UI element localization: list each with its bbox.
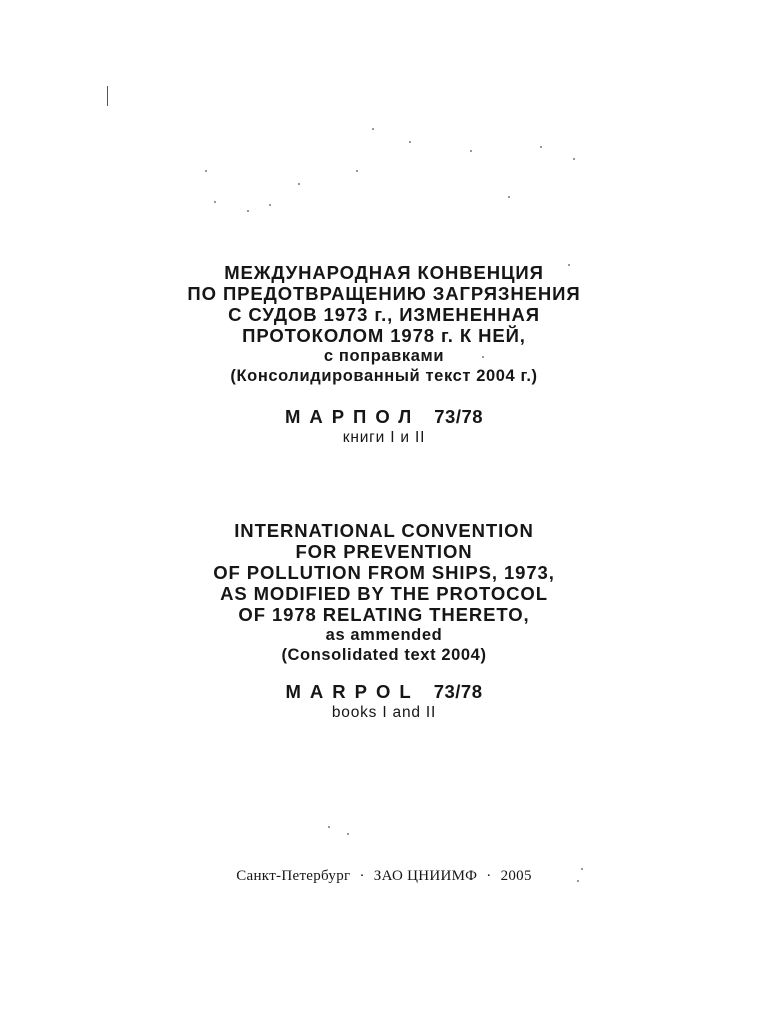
english-consolidated-text: (Consolidated text 2004) xyxy=(281,646,487,664)
scan-speck xyxy=(508,196,510,198)
english-amendments: as ammended xyxy=(325,626,443,644)
russian-marpol-word: МАРПОЛ xyxy=(284,406,421,427)
english-title-line-4: AS MODIFIED BY THE PROTOCOL xyxy=(220,583,548,604)
scan-speck xyxy=(347,833,349,835)
scan-speck xyxy=(409,141,411,143)
russian-title-line-4: ПРОТОКОЛОМ 1978 г. К НЕЙ, xyxy=(242,325,526,346)
scan-speck xyxy=(328,826,330,828)
english-marpol-heading xyxy=(0,681,768,703)
scan-speck xyxy=(205,170,207,172)
english-title-line-1: INTERNATIONAL CONVENTION xyxy=(234,520,534,541)
russian-amendments: с поправками xyxy=(323,347,445,365)
imprint-separator: · xyxy=(359,868,365,884)
scan-speck xyxy=(214,201,216,203)
russian-marpol-heading xyxy=(0,406,768,428)
scan-speck xyxy=(247,210,249,212)
english-marpol-word: MARPOL xyxy=(285,681,420,702)
imprint-separator: · xyxy=(486,868,492,884)
russian-marpol-block xyxy=(0,406,768,447)
scan-speck xyxy=(269,204,271,206)
russian-title-line-2: ПО ПРЕДОТВРАЩЕНИЮ ЗАГРЯЗНЕНИЯ xyxy=(187,283,581,304)
english-title-line-5: OF 1978 RELATING THERETO, xyxy=(238,604,530,625)
scan-speck xyxy=(573,158,575,160)
english-marpol-number: 73/78 xyxy=(433,681,483,702)
imprint-city: Санкт-Петербург xyxy=(236,868,351,884)
english-title-line-2: FOR PREVENTION xyxy=(295,541,473,562)
english-title-block xyxy=(0,520,768,665)
scan-mark xyxy=(107,86,108,106)
imprint xyxy=(0,868,768,885)
english-marpol-block xyxy=(0,681,768,722)
imprint-publisher: ЗАО ЦНИИМФ xyxy=(373,868,478,884)
russian-consolidated-text: (Консолидированный текст 2004 г.) xyxy=(230,367,538,385)
english-books: books I and II xyxy=(331,704,437,721)
russian-title-line-3: С СУДОВ 1973 г., ИЗМЕНЕННАЯ xyxy=(228,304,540,325)
russian-marpol-number: 73/78 xyxy=(434,406,484,427)
russian-title-block xyxy=(0,262,768,386)
imprint-year: 2005 xyxy=(500,868,532,884)
scan-speck xyxy=(470,150,472,152)
russian-title-line-1: МЕЖДУНАРОДНАЯ КОНВЕНЦИЯ xyxy=(224,262,544,283)
scan-speck xyxy=(372,128,374,130)
english-title-line-3: OF POLLUTION FROM SHIPS, 1973, xyxy=(213,562,555,583)
scan-speck xyxy=(298,183,300,185)
russian-books: книги I и II xyxy=(342,429,426,446)
scan-speck xyxy=(540,146,542,148)
scan-speck xyxy=(356,170,358,172)
